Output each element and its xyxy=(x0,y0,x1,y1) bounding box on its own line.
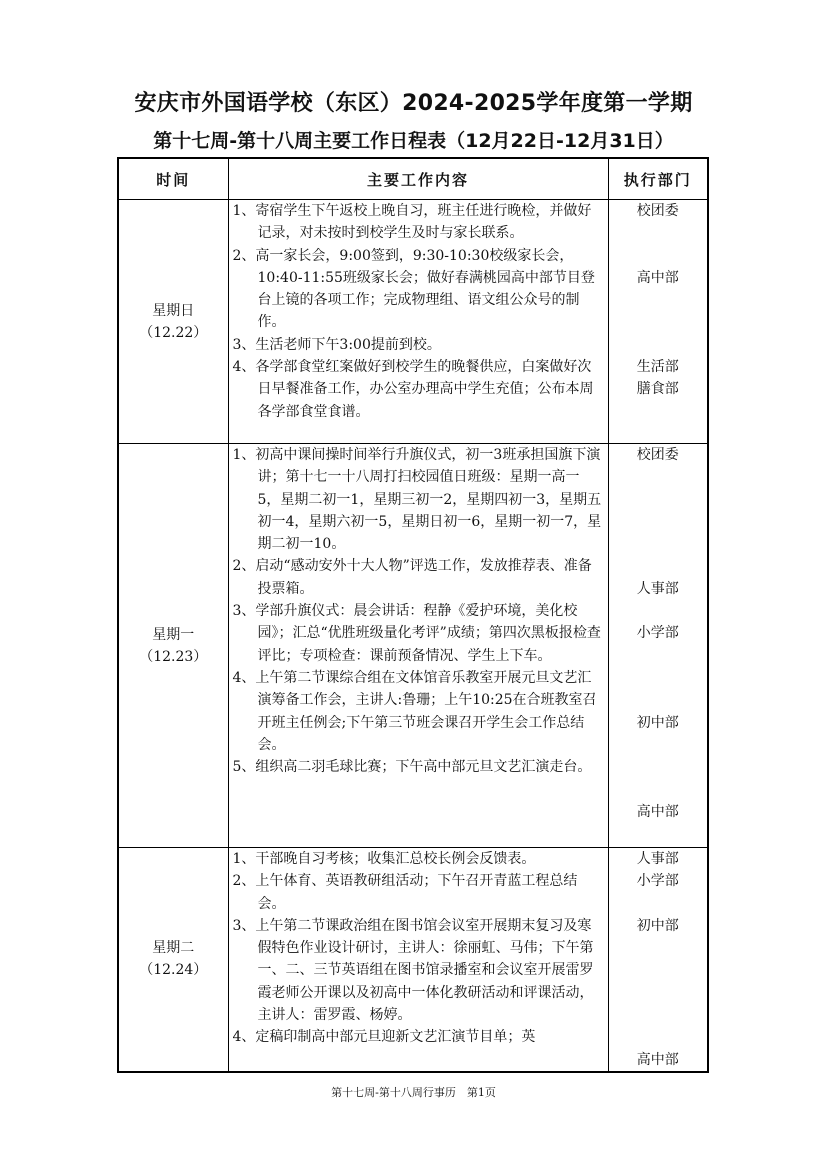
content-cell xyxy=(228,848,608,1072)
dept-label xyxy=(609,1026,708,1048)
day-date: （12.23） xyxy=(139,648,208,665)
dept-label xyxy=(609,982,708,1004)
dept-label xyxy=(609,555,708,577)
page-footer: 第十七周-第十八周行事历 第1页 xyxy=(331,1086,496,1099)
work-item: 1、干部晚自习考核；收集汇总校长例会反馈表。 xyxy=(232,851,536,867)
day-name: 星期一 xyxy=(152,626,195,643)
day-cell xyxy=(118,200,228,444)
dept-label: 高中部 xyxy=(636,803,679,820)
dept-label xyxy=(609,511,708,533)
dept-label xyxy=(609,645,708,667)
schedule-table xyxy=(117,157,709,1073)
dept-label: 校团委 xyxy=(636,203,679,219)
document-subtitle: 第十七周-第十八周主要工作日程表（12月22日-12月31日） xyxy=(153,130,674,152)
dept-label xyxy=(609,222,708,244)
header-row xyxy=(118,158,708,200)
dept-cell xyxy=(608,444,708,848)
dept-label xyxy=(609,466,708,488)
content-cell xyxy=(228,444,608,848)
dept-label: 高中部 xyxy=(636,1051,679,1068)
day-cell xyxy=(118,444,228,848)
dept-label xyxy=(609,489,708,511)
dept-label xyxy=(609,600,708,622)
work-item: 1、初高中课间操时间举行升旗仪式，初一3班承担国旗下演讲；第十七一十八周打扫校园值日班级：星期一高一5，星期二初一1，星期三初一2，星期四初一3，星期五初一4，星期六初一5，星期日初一6，星期一初一7，星期二初一10。 xyxy=(232,447,602,553)
dept-label: 膳食部 xyxy=(636,381,679,398)
dept-label xyxy=(609,311,708,333)
dept-label xyxy=(609,893,708,915)
dept-label xyxy=(609,778,708,800)
dept-label: 生活部 xyxy=(636,359,679,376)
document-title: 安庆市外国语学校（东区）2024-2025学年度第一学期 xyxy=(134,91,693,116)
dept-label xyxy=(609,734,708,756)
dept-label xyxy=(609,756,708,778)
day-name: 星期二 xyxy=(152,940,195,957)
work-item: 1、寄宿学生下午返校上晚自习，班主任进行晚检，并做好记录，对未按时到校学生及时与家长联系。 xyxy=(232,203,592,242)
dept-label: 高中部 xyxy=(636,269,679,286)
day-name: 星期日 xyxy=(152,302,195,319)
day-date: （12.22） xyxy=(139,324,208,341)
header-content: 主要工作内容 xyxy=(228,158,608,200)
work-item: 4、上午第二节课综合组在文体馆音乐教室开展元旦文艺汇演筹备工作会，主讲人:鲁珊；上午10:25在合班教室召开班主任例会;下午第三节班会课召开学生会工作总结会。 xyxy=(232,669,597,753)
header-time: 时间 xyxy=(118,158,228,200)
header-dept: 执行部门 xyxy=(608,158,708,200)
content-cell xyxy=(228,200,608,444)
table-row xyxy=(118,848,708,1072)
dept-label: 初中部 xyxy=(636,714,679,731)
day-date: （12.24） xyxy=(139,962,208,979)
work-item: 2、高一家长会，9:00签到，9:30-10:30校级家长会，10:40-11:55班级家长会；做好春满桃园高中部节目登台上镜的各项工作；完成物理组、语文组公众号的制作。 xyxy=(232,247,595,331)
dept-label xyxy=(609,1004,708,1026)
table-row xyxy=(118,200,708,444)
dept-label xyxy=(609,533,708,555)
work-item: 3、学部升旗仪式：晨会讲话：程静《爱护环境，美化校园》；汇总“优胜班级量化考评”成绩；第四次黑板报检查评比；专项检查：课前预备情况、学生上下车。 xyxy=(232,603,601,664)
day-cell xyxy=(118,848,228,1072)
work-item: 2、上午体育、英语教研组活动；下午召开青蓝工程总结会。 xyxy=(232,873,578,912)
dept-label xyxy=(609,667,708,689)
dept-label: 小学部 xyxy=(636,625,679,642)
dept-cell xyxy=(608,200,708,444)
work-item: 2、启动“感动安外十大人物”评选工作，发放推荐表、准备投票箱。 xyxy=(232,558,592,597)
work-item: 3、生活老师下午3:00提前到校。 xyxy=(232,336,441,353)
dept-label xyxy=(609,289,708,311)
dept-label xyxy=(609,937,708,959)
dept-label xyxy=(609,334,708,356)
work-item: 4、各学部食堂红案做好到校学生的晚餐供应，白案做好次日早餐准备工作，办公室办理高中学生充值；公布本周各学部食堂食谱。 xyxy=(232,359,594,420)
dept-label: 人事部 xyxy=(636,580,679,597)
dept-label xyxy=(609,959,708,981)
table-row xyxy=(118,444,708,848)
dept-label xyxy=(609,689,708,711)
dept-label: 校团委 xyxy=(636,447,679,463)
work-item: 4、定稿印制高中部元旦迎新文艺汇演节目单；英 xyxy=(232,1029,536,1046)
dept-label: 初中部 xyxy=(636,917,679,934)
dept-label: 小学部 xyxy=(636,873,679,890)
work-item: 3、上午第二节课政治组在图书馆会议室开展期末复习及寒假特色作业设计研讨，主讲人：徐丽虹、马伟；下午第一、二、三节英语组在图书馆录播室和会议室开展雷罗霞老师公开课以及初高中一体化教研活动和评课活动，主讲人：雷罗霞、杨婷。 xyxy=(232,917,594,1024)
dept-cell xyxy=(608,848,708,1072)
work-item: 5、组织高二羽毛球比赛；下午高中部元旦文艺汇演走台。 xyxy=(232,759,592,776)
dept-label: 人事部 xyxy=(636,851,679,867)
dept-label xyxy=(609,245,708,267)
